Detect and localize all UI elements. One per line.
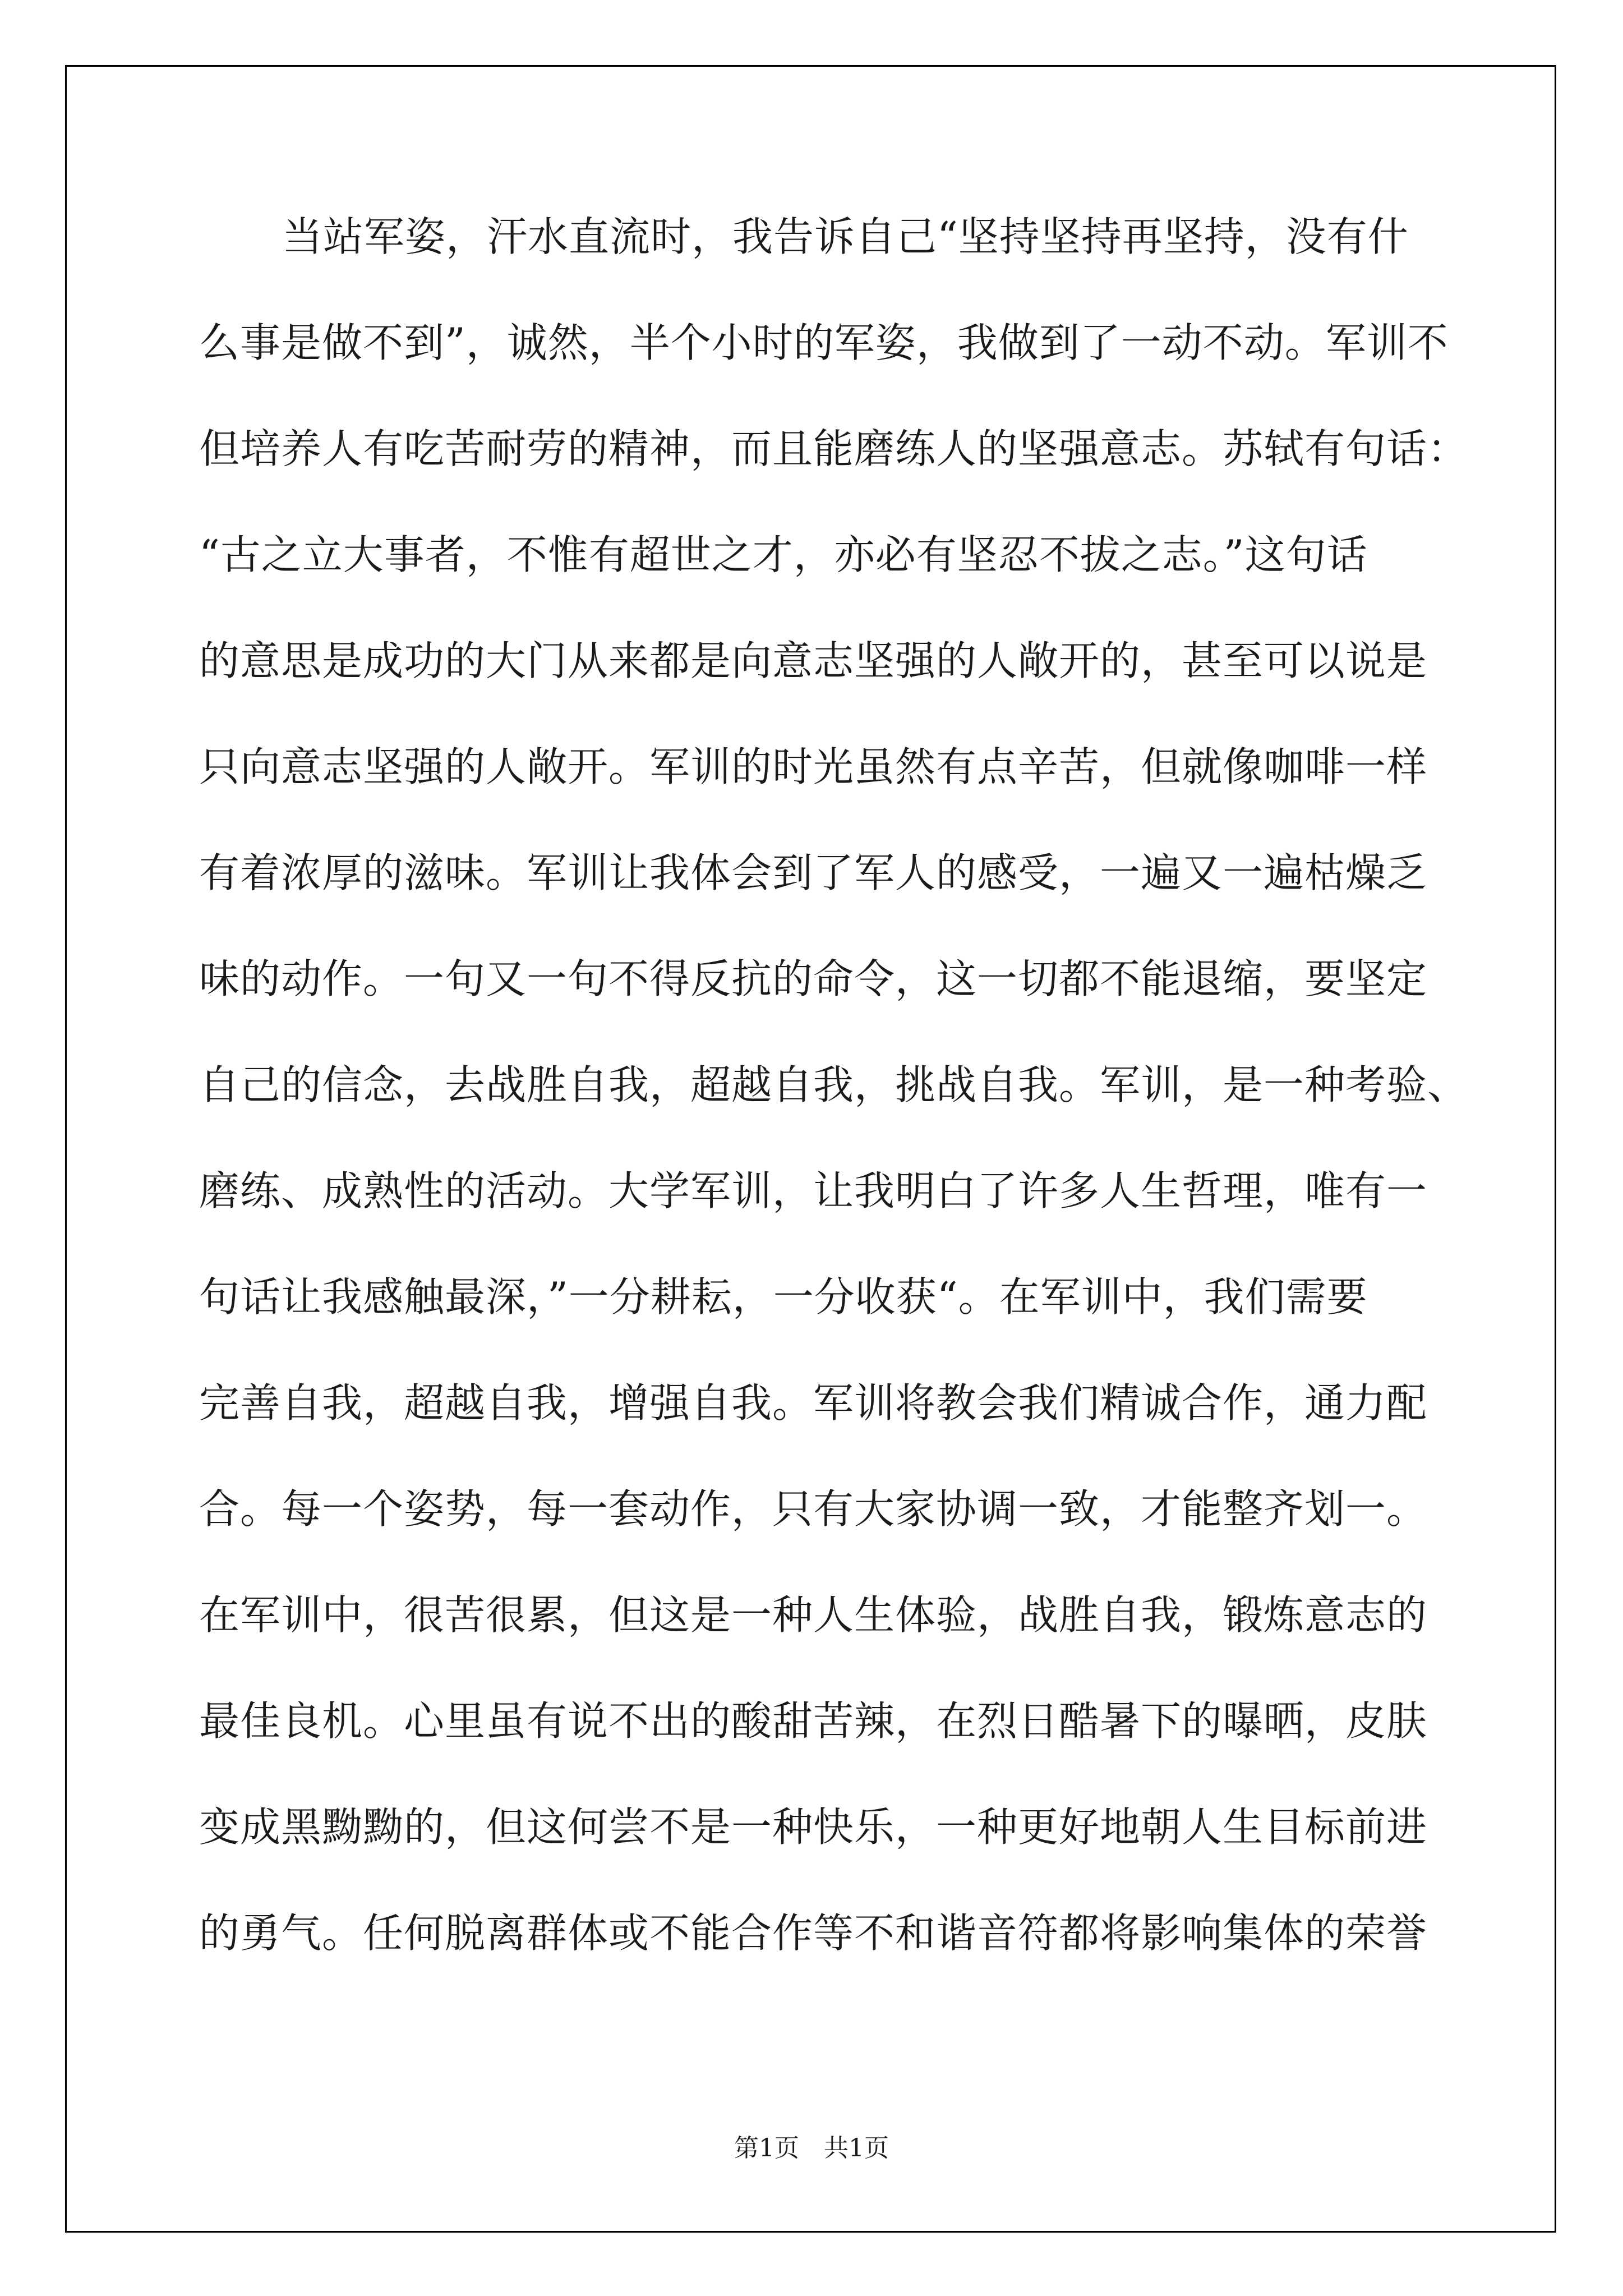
text-line: 磨练、成熟性的活动。大学军训，让我明白了许多人生哲理，唯有一 bbox=[199, 1167, 1428, 1214]
text-line: 只向意志坚强的人敞开。军训的时光虽然有点辛苦，但就像咖啡一样 bbox=[199, 743, 1428, 790]
text-line: 味的动作。一句又一句不得反抗的命令，这一切都不能退缩，要坚定 bbox=[199, 955, 1428, 1002]
text-line: 有着浓厚的滋味。军训让我体会到了军人的感受，一遍又一遍枯燥乏 bbox=[199, 849, 1428, 896]
text-line: 最佳良机。心里虽有说不出的酸甜苦辣，在烈日酷暑下的曝晒，皮肤 bbox=[199, 1697, 1428, 1745]
text-line: 在军训中，很苦很累，但这是一种人生体验，战胜自我，锻炼意志的 bbox=[199, 1591, 1428, 1639]
text-line: “古之立大事者，不惟有超世之才，亦必有坚忍不拔之志。”这句话 bbox=[199, 531, 1368, 578]
text-line: 的意思是成功的大门从来都是向意志坚强的人敞开的，甚至可以说是 bbox=[199, 637, 1428, 684]
text-line: 的勇气。任何脱离群体或不能合作等不和谐音符都将影响集体的荣誉 bbox=[199, 1910, 1428, 1957]
text-line: 么事是做不到”，诚然，半个小时的军姿，我做到了一动不动。军训不 bbox=[199, 319, 1449, 366]
text-line: 自己的信念，去战胜自我，超越自我，挑战自我。军训，是一种考验、 bbox=[199, 1061, 1469, 1108]
text-line: 完善自我，超越自我，增强自我。军训将教会我们精诚合作，通力配 bbox=[199, 1379, 1428, 1427]
text-line: 变成黑黝黝的，但这何尝不是一种快乐，一种更好地朝人生目标前进 bbox=[199, 1803, 1428, 1851]
text-line: 但培养人有吃苦耐劳的精神，而且能磨练人的坚强意志。苏轼有句话： bbox=[199, 425, 1469, 472]
body-paragraph bbox=[199, 209, 1469, 2011]
text-line: 句话让我感触最深，”一分耕耘，一分收获“。在军训中，我们需要 bbox=[199, 1273, 1368, 1320]
page-number-footer: 第1页 共1页 bbox=[734, 2134, 889, 2162]
text-line: 当站军姿，汗水直流时，我告诉自己“坚持坚持再坚持，没有什 bbox=[282, 213, 1409, 260]
text-line: 合。每一个姿势，每一套动作，只有大家协调一致，才能整齐划一。 bbox=[199, 1485, 1428, 1533]
